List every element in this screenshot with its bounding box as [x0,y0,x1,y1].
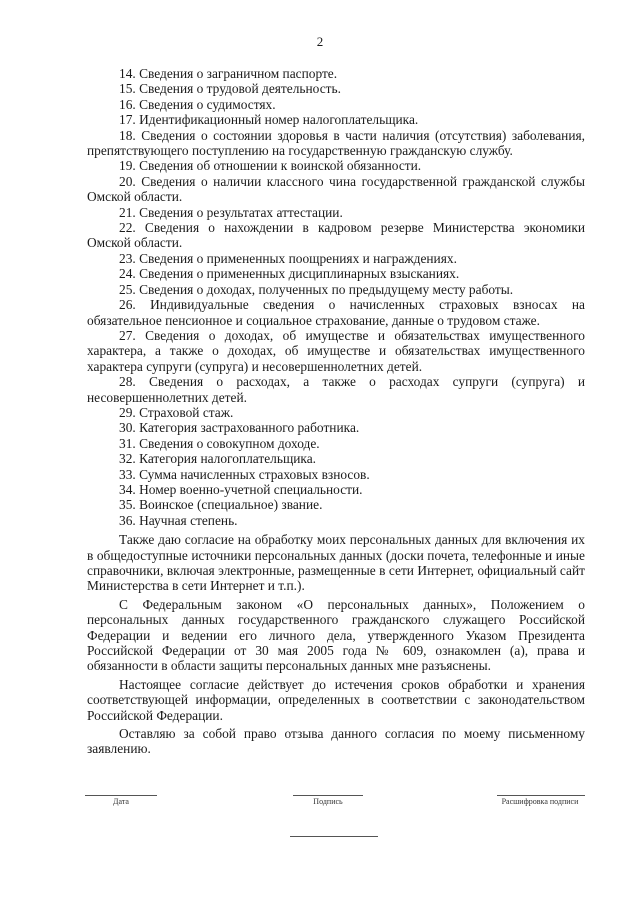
list-item: 34. Номер военно-учетной специальности. [119,481,363,497]
list-item: 28. Сведения о расходах, а также о расходах супруги (супруга) и несовершеннолетних детей. [87,374,585,405]
list-item: 33. Сумма начисленных страховых взносов. [119,466,370,482]
list-item: 19. Сведения об отношении к воинской обязанности. [119,158,422,174]
list-item: 31. Сведения о совокупном доходе. [119,435,320,451]
list-item: 18. Сведения о состоянии здоровья в части наличия (отсутствия) заболевания, препятствующего поступлению на государственную гражданскую службу. [87,127,585,159]
list-item: 21. Сведения о результатах аттестации. [119,204,343,220]
item-list [87,66,585,528]
date-line [85,795,157,796]
list-item: 35. Воинское (специальное) звание. [119,497,323,513]
law-acknowledgement-paragraph: С Федеральным законом «О персональных данных», Положением о персональных данных государственного гражданского служащего Российской Федерации и ведении его личного дела, утвержденного Указом Президента Российской Федерации от 30 мая 2005 года № 609, ознакомлен (а), права и обязанности в области защиты персональных данных мне разъяснены. [87,596,585,674]
list-item: 15. Сведения о трудовой деятельность. [119,81,341,97]
bottom-line [290,836,378,837]
list-item: 24. Сведения о примененных дисциплинарных взысканиях. [119,266,460,282]
signature-line [293,795,363,796]
list-item: 22. Сведения о нахождении в кадровом резерве Министерства экономики Омской области. [87,220,585,251]
list-item: 36. Научная степень. [119,512,238,528]
list-item: 17. Идентификационный номер налогоплательщика. [119,112,419,128]
list-item: 14. Сведения о заграничном паспорте. [119,66,338,81]
list-item: 25. Сведения о доходах, полученных по предыдущему месту работы. [119,281,514,297]
document-body [87,66,585,760]
validity-term-paragraph: Настоящее согласие действует до истечения сроков обработки и хранения соответствующей информации, определенных в соответствии с законодательством Российской Федерации. [87,676,585,723]
revocation-right-paragraph: Оставляю за собой право отзыва данного согласия по моему письменному заявлению. [87,726,585,757]
list-item: 23. Сведения о примененных поощрениях и награждениях. [119,250,457,266]
list-item: 26. Индивидуальные сведения о начисленных страховых взносах на обязательное пенсионное и социальное страхование, данные о трудовом стаже. [87,297,585,328]
date-label: Дата [113,797,129,806]
list-item: 16. Сведения о судимостях. [119,96,276,112]
list-item: 27. Сведения о доходах, об имуществе и обязательствах имущественного характера, а также о доходах, об имуществе и обязательствах имущественного характера супруги (супруга) и несовершеннолетних детей. [87,327,585,374]
list-item: 20. Сведения о наличии классного чина государственной гражданской службы Омской области. [87,173,585,205]
decode-line [497,795,585,796]
page-number: 2 [316,34,324,49]
list-item: 29. Страховой стаж. [119,404,234,420]
list-item: 30. Категория застрахованного работника. [119,420,360,436]
signature-label: Подпись [313,797,343,806]
decode-label: Расшифровка подписи [501,797,579,806]
list-item: 32. Категория налогоплательщика. [119,451,317,467]
consent-public-sources-paragraph: Также даю согласие на обработку моих персональных данных для включения их в общедоступные источники персональных данных (доски почета, телефонные и иные справочники, включая электронные, размещенные в сети Интернет, официальный сайт Министерства в сети Интернет и т.п.). [87,532,585,594]
